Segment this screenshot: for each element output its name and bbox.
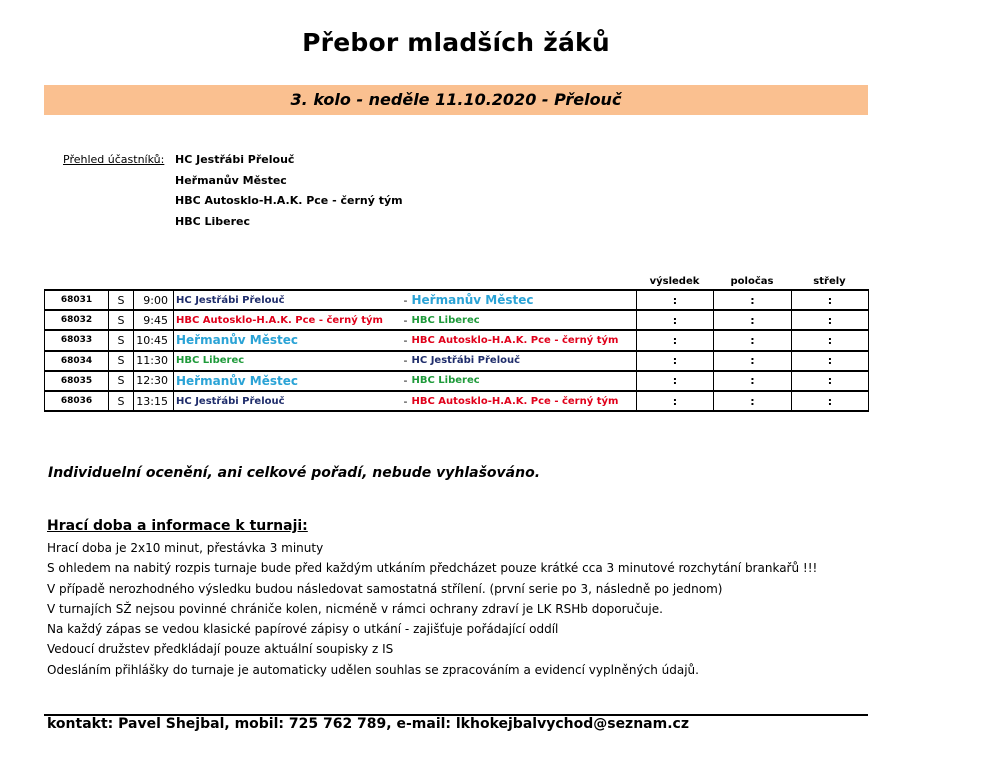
game-category: S: [109, 310, 134, 330]
shots-cell: :: [792, 290, 869, 310]
info-line: Odesláním přihlášky do turnaje je automaticky udělen souhlas se zpracováním a evidencí vyplněných údajů.: [47, 662, 699, 677]
game-number: 68036: [45, 391, 109, 411]
participant-item: HBC Liberec: [175, 214, 251, 228]
halftime-cell: :: [714, 290, 792, 310]
column-header-result: výsledek: [649, 276, 700, 287]
info-line: Na každý zápas se vedou klasické papírové zápisy o utkání - zajišťuje pořádající oddíl: [47, 622, 559, 637]
game-category: S: [109, 290, 134, 310]
game-number: 68033: [45, 330, 109, 350]
round-banner: 3. kolo - neděle 11.10.2020 - Přelouč: [44, 85, 868, 115]
shots-cell: :: [792, 351, 869, 371]
table-row: [45, 371, 869, 391]
info-line: S ohledem na nabitý rozpis turnaje bude před každým utkáním předcházet pouze krátké cca 3 minutové rozchytání brankařů !!!: [47, 561, 818, 576]
game-number: 68035: [45, 371, 109, 391]
info-line: Vedoucí družstev předkládají pouze aktuální soupisky z IS: [47, 642, 394, 657]
home-team: Heřmanův Městec: [174, 330, 402, 350]
away-team: HBC Autosklo-H.A.K. Pce - černý tým: [410, 330, 637, 350]
team-separator: -: [402, 290, 410, 310]
participant-item: HC Jestřábi Přelouč: [175, 153, 295, 166]
team-separator: -: [402, 371, 410, 391]
team-separator: -: [402, 310, 410, 330]
shots-cell: :: [792, 310, 869, 330]
home-team: HC Jestřábi Přelouč: [174, 290, 402, 310]
game-time: 10:45: [134, 330, 174, 350]
result-cell: :: [637, 371, 714, 391]
contact-line: kontakt: Pavel Shejbal, mobil: 725 762 789, e-mail: lkhokejbalvychod@seznam.cz: [47, 716, 689, 732]
games-table: [44, 289, 869, 412]
game-time: 9:45: [134, 310, 174, 330]
table-row: [45, 310, 869, 330]
participant-item: HBC Autosklo-H.A.K. Pce - černý tým: [175, 194, 403, 207]
table-row: [45, 351, 869, 371]
info-title: Hrací doba a informace k turnaji:: [47, 518, 308, 534]
game-category: S: [109, 351, 134, 371]
home-team: HBC Autosklo-H.A.K. Pce - černý tým: [174, 310, 402, 330]
result-cell: :: [637, 351, 714, 371]
away-team: HBC Autosklo-H.A.K. Pce - černý tým: [411, 395, 619, 407]
shots-cell: :: [792, 371, 869, 391]
team-separator: -: [402, 351, 410, 371]
info-line: V případě nerozhodného výsledku budou následovat samostatná střílení. (první serie po 3, následně po jednom): [47, 581, 723, 596]
result-cell: :: [637, 330, 714, 350]
home-team: Heřmanův Městec: [174, 371, 402, 391]
game-number: 68032: [45, 310, 109, 330]
award-note: Individuelní ocenění, ani celkové pořadí, nebude vyhlašováno.: [48, 465, 541, 481]
result-cell: :: [637, 290, 714, 310]
result-cell: :: [637, 391, 714, 411]
participant-item: Heřmanův Městec: [175, 173, 287, 187]
home-team: HBC Liberec: [174, 351, 402, 371]
team-separator: -: [402, 330, 410, 350]
shots-cell: :: [792, 330, 869, 350]
table-row: [45, 290, 869, 310]
halftime-cell: :: [714, 391, 792, 411]
participants-label: Přehled účastníků:: [63, 153, 165, 166]
page-title: Přebor mladších žáků: [302, 28, 610, 57]
column-header-shots: střely: [813, 276, 846, 287]
result-cell: :: [637, 310, 714, 330]
game-category: S: [109, 371, 134, 391]
participants-list: [175, 153, 403, 235]
away-team: Heřmanův Městec: [410, 290, 637, 310]
info-line: Hrací doba je 2x10 minut, přestávka 3 minuty: [47, 541, 324, 555]
game-category: S: [109, 330, 134, 350]
away-team: HC Jestřábi Přelouč: [410, 351, 637, 371]
game-number: 68034: [45, 351, 109, 371]
table-row: [45, 391, 869, 411]
halftime-cell: :: [714, 371, 792, 391]
game-category: S: [109, 391, 134, 411]
info-line: V turnajích SŽ nejsou povinné chrániče kolen, nicméně v rámci ochrany zdraví je LK RSHb doporučuje.: [47, 601, 663, 616]
game-time: 11:30: [134, 351, 174, 371]
home-team: HC Jestřábi Přelouč: [176, 395, 285, 407]
column-header-halftime: poločas: [730, 276, 774, 287]
info-list: [47, 540, 817, 682]
game-time: 9:00: [134, 290, 174, 310]
away-team: HBC Liberec: [410, 371, 637, 391]
game-number: 68031: [45, 290, 109, 310]
halftime-cell: :: [714, 330, 792, 350]
game-time: 13:15: [134, 391, 174, 411]
halftime-cell: :: [714, 351, 792, 371]
shots-cell: :: [792, 391, 869, 411]
halftime-cell: :: [714, 310, 792, 330]
away-team: HBC Liberec: [410, 310, 637, 330]
team-separator: -: [403, 394, 408, 408]
table-row: [45, 330, 869, 350]
game-time: 12:30: [134, 371, 174, 391]
